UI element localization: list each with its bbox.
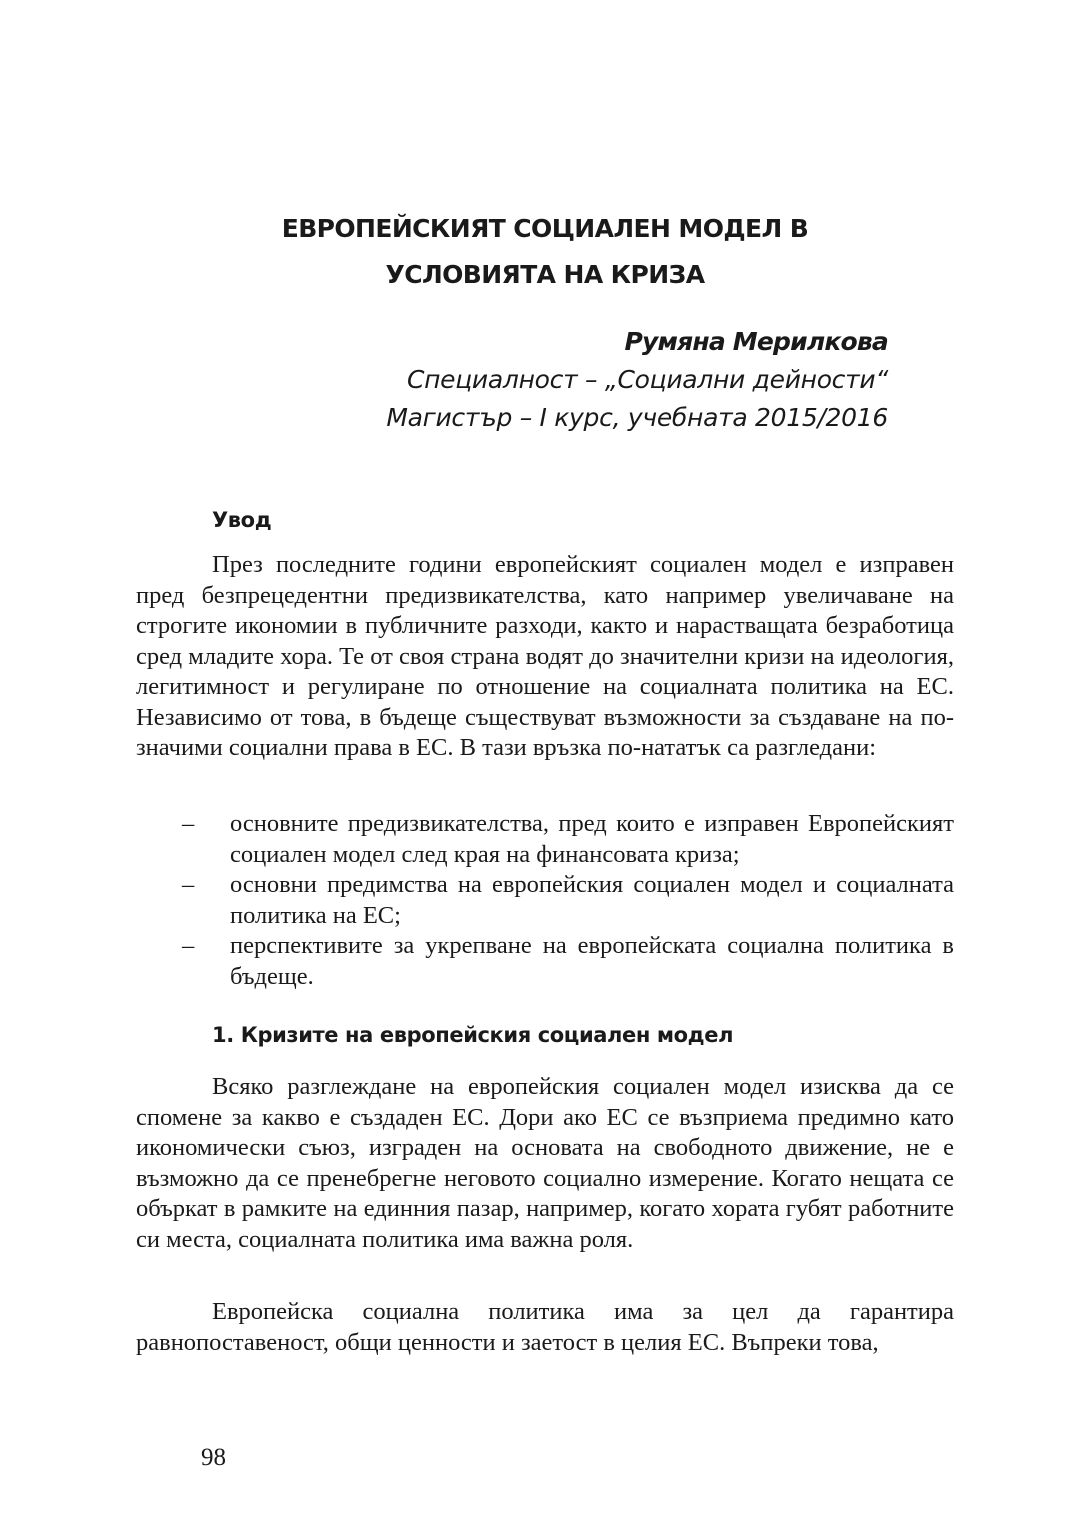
section-1-paragraph-1: Всяко разглеждане на европейския социален модел изисква да се спомене за какво е създаден ЕС. Дори ако ЕС се възприема предимно като икономически съюз, изграден на основата на свободното движение, не е възможно да се пренебрегне неговото социално измерение. Когато нещата се объркат в рамките на единния пазар, например, когато хората губят работните си места, социалната политика има важна роля. <box>136 1073 954 1253</box>
page-number: 98 <box>201 1444 226 1471</box>
author-specialty: Специалност – „Социални дейности“ <box>406 365 888 394</box>
bullet-item <box>136 809 954 870</box>
section-1-paragraph-2: Европейска социална политика има за цел да гарантира равнопоставеност, общи ценности и заетост в целия ЕС. Въпреки това, <box>136 1298 954 1356</box>
section-1-paragraph-1-block <box>136 1072 954 1255</box>
article-title-line-2: УСЛОВИЯТА НА КРИЗА <box>385 260 705 289</box>
bullet-text: основните предизвикателства, пред които е изправен Европейският социален модел след края на финансовата криза; <box>230 810 954 868</box>
bullet-text: перспективите за укрепване на европейската социална политика в бъдеще. <box>230 932 954 990</box>
bullet-dash: – <box>182 932 195 959</box>
bullet-item <box>136 870 954 931</box>
section-1-paragraph-2-block <box>136 1297 954 1358</box>
bullet-item <box>136 931 954 992</box>
intro-heading: Увод <box>212 508 272 532</box>
bullet-text: основни предимства на европейския социален модел и социалната политика на ЕС; <box>230 871 954 929</box>
section-1-heading: 1. Кризите на европейския социален модел <box>212 1023 734 1047</box>
article-title-line-1: ЕВРОПЕЙСКИЯТ СОЦИАЛЕН МОДЕЛ В <box>281 214 809 243</box>
intro-bullet-list <box>136 809 954 992</box>
author-degree: Магистър – I курс, учебната 2015/2016 <box>386 403 888 432</box>
author-name: Румяна Мерилкова <box>624 327 888 356</box>
intro-paragraph-block <box>136 550 954 764</box>
author-block <box>386 323 888 437</box>
bullet-dash: – <box>182 810 195 837</box>
article-title <box>170 206 920 298</box>
bullet-dash: – <box>182 871 195 898</box>
intro-paragraph: През последните години европейският социален модел е изправен пред безпрецедентни предизвикателства, като например увеличаване на строгите икономии в публичните разходи, както и нарастващата безработица сред младите хора. Те от своя страна водят до значителни кризи на идеология, легитимност и регулиране по отношение на социалната политика на ЕС. Независимо от това, в бъдеще съществуват възможности за създаване на по-значими социални права в ЕС. В тази връзка по-нататък са разгледани: <box>136 551 954 761</box>
